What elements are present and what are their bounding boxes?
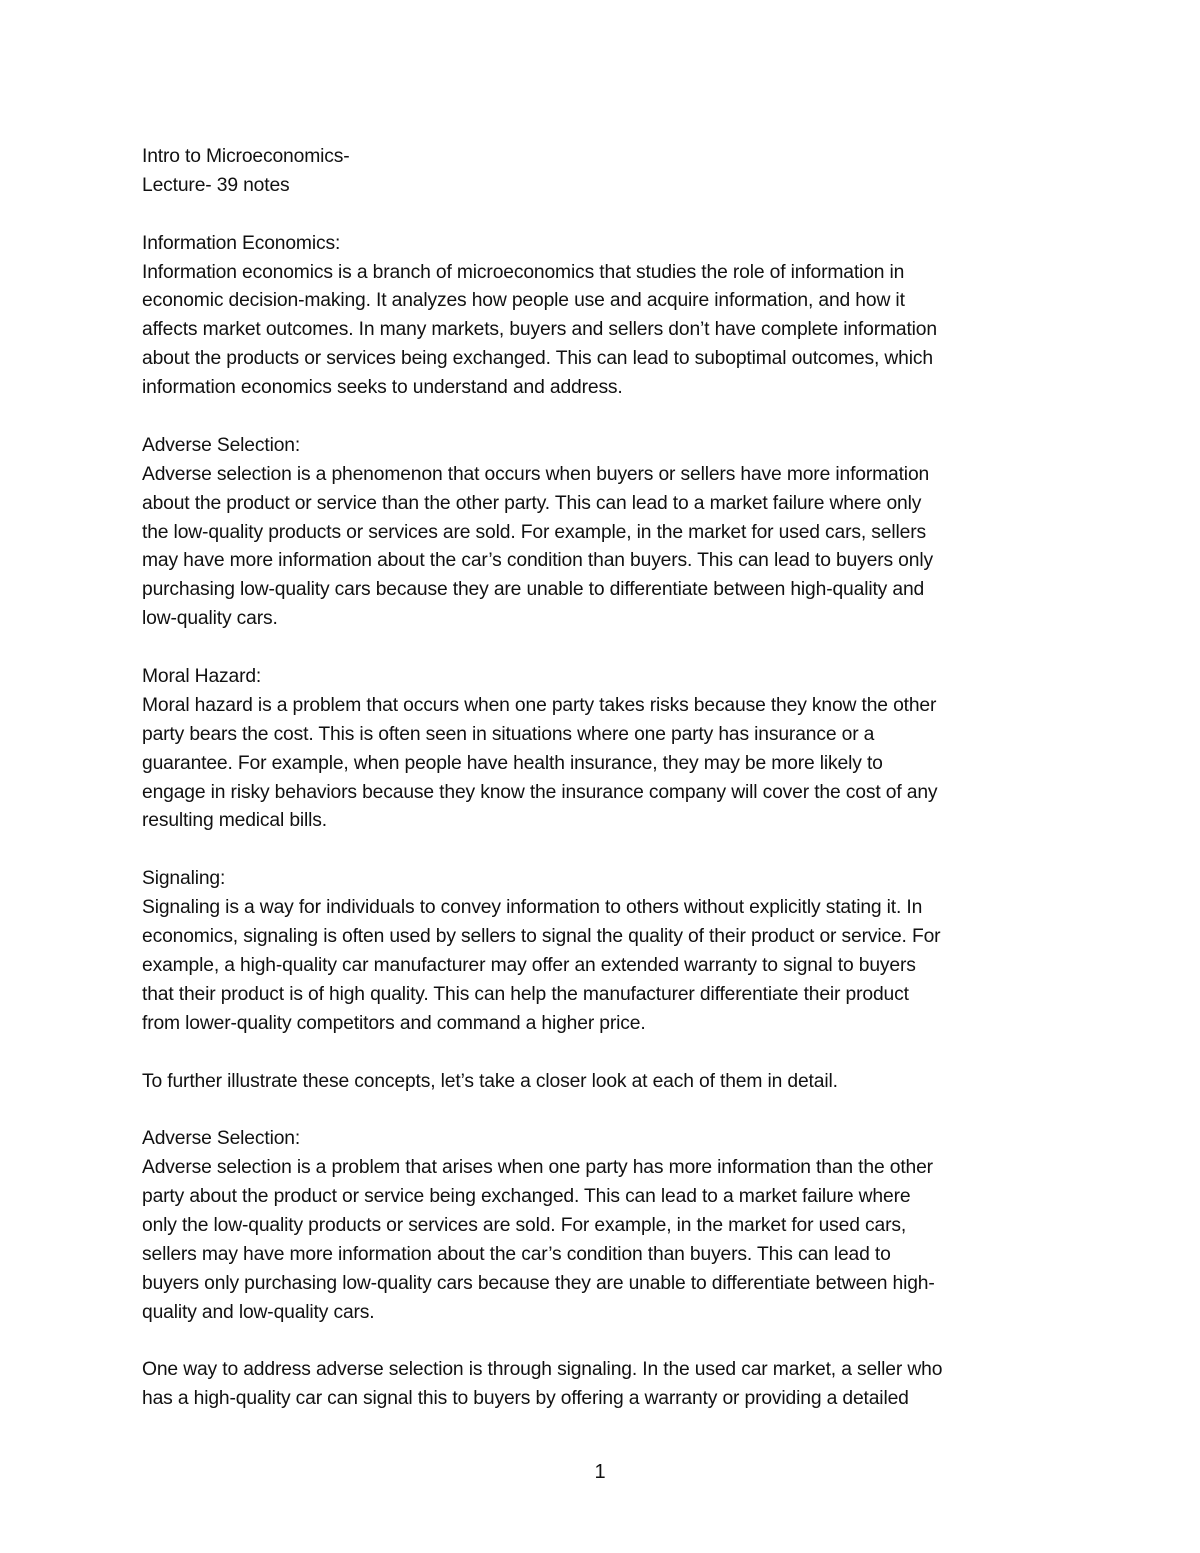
paragraph-line: Adverse selection is a phenomenon that occurs when buyers or sellers have more information bbox=[142, 463, 930, 485]
paragraph-line: Signaling is a way for individuals to convey information to others without explicitly stating it. In bbox=[142, 897, 923, 919]
paragraph-line: party about the product or service being exchanged. This can lead to a market failure where bbox=[142, 1186, 911, 1208]
paragraph-line: example, a high-quality car manufacturer may offer an extended warranty to signal to buyers bbox=[142, 954, 916, 976]
paragraph-line: affects market outcomes. In many markets, buyers and sellers don’t have complete information bbox=[142, 319, 937, 341]
paragraph-line: Moral hazard is a problem that occurs when one party takes risks because they know the other bbox=[142, 694, 937, 716]
paragraph-line: about the products or services being exchanged. This can lead to suboptimal outcomes, which bbox=[142, 348, 933, 370]
paragraph-line: guarantee. For example, when people have health insurance, they may be more likely to bbox=[142, 752, 883, 774]
page-number: 1 bbox=[594, 1461, 606, 1483]
paragraph-line: Adverse selection is a problem that arises when one party has more information than the other bbox=[142, 1157, 933, 1179]
document-body bbox=[142, 143, 1062, 1414]
paragraph-line: economics, signaling is often used by sellers to signal the quality of their product or service. For bbox=[142, 926, 941, 948]
section-heading-moral-hazard: Moral Hazard: bbox=[142, 666, 262, 688]
paragraph-line: has a high-quality car can signal this to buyers by offering a warranty or providing a detailed bbox=[142, 1388, 909, 1410]
document-title: Intro to Microeconomics- bbox=[142, 146, 350, 167]
paragraph-line: sellers may have more information about the car’s condition than buyers. This can lead to bbox=[142, 1243, 891, 1265]
paragraph-line: about the product or service than the other party. This can lead to a market failure where only bbox=[142, 492, 922, 514]
paragraph-line: buyers only purchasing low-quality cars because they are unable to differentiate between high- bbox=[142, 1272, 935, 1294]
paragraph-line: party bears the cost. This is often seen in situations where one party has insurance or a bbox=[142, 723, 875, 745]
transition-paragraph: To further illustrate these concepts, let’s take a closer look at each of them in detail. bbox=[142, 1070, 838, 1092]
section-heading-adverse-selection: Adverse Selection: bbox=[142, 434, 301, 456]
paragraph-spacer bbox=[142, 403, 1062, 432]
paragraph-line: quality and low-quality cars. bbox=[142, 1301, 375, 1323]
section-heading-information-economics: Information Economics: bbox=[142, 232, 341, 254]
section-heading-adverse-selection-detail: Adverse Selection: bbox=[142, 1128, 301, 1150]
paragraph-line: One way to address adverse selection is through signaling. In the used car market, a seller who bbox=[142, 1359, 943, 1381]
paragraph-line: from lower-quality competitors and command a higher price. bbox=[142, 1012, 646, 1034]
paragraph-line: resulting medical bills. bbox=[142, 810, 328, 832]
paragraph-spacer bbox=[142, 201, 1062, 230]
paragraph-spacer bbox=[142, 1096, 1062, 1125]
paragraph-line: economic decision-making. It analyzes how people use and acquire information, and how it bbox=[142, 290, 905, 312]
paragraph-line: Information economics is a branch of microeconomics that studies the role of information in bbox=[142, 261, 905, 283]
paragraph-line: purchasing low-quality cars because they are unable to differentiate between high-quality and bbox=[142, 579, 925, 601]
paragraph-line: only the low-quality products or services are sold. For example, in the market for used cars, bbox=[142, 1214, 907, 1236]
paragraph-spacer bbox=[142, 634, 1062, 663]
paragraph-spacer bbox=[142, 836, 1062, 865]
paragraph-line: engage in risky behaviors because they know the insurance company will cover the cost of any bbox=[142, 781, 938, 803]
paragraph-spacer bbox=[142, 1039, 1062, 1068]
document-subtitle: Lecture- 39 notes bbox=[142, 174, 290, 196]
paragraph-spacer bbox=[142, 1328, 1062, 1357]
paragraph-line: that their product is of high quality. This can help the manufacturer differentiate their product bbox=[142, 983, 909, 1005]
paragraph-line: information economics seeks to understand and address. bbox=[142, 377, 623, 399]
paragraph-line: may have more information about the car’s condition than buyers. This can lead to buyers only bbox=[142, 550, 933, 572]
section-heading-signaling: Signaling: bbox=[142, 868, 226, 890]
paragraph-line: the low-quality products or services are sold. For example, in the market for used cars, sellers bbox=[142, 521, 926, 543]
paragraph-line: low-quality cars. bbox=[142, 608, 278, 630]
